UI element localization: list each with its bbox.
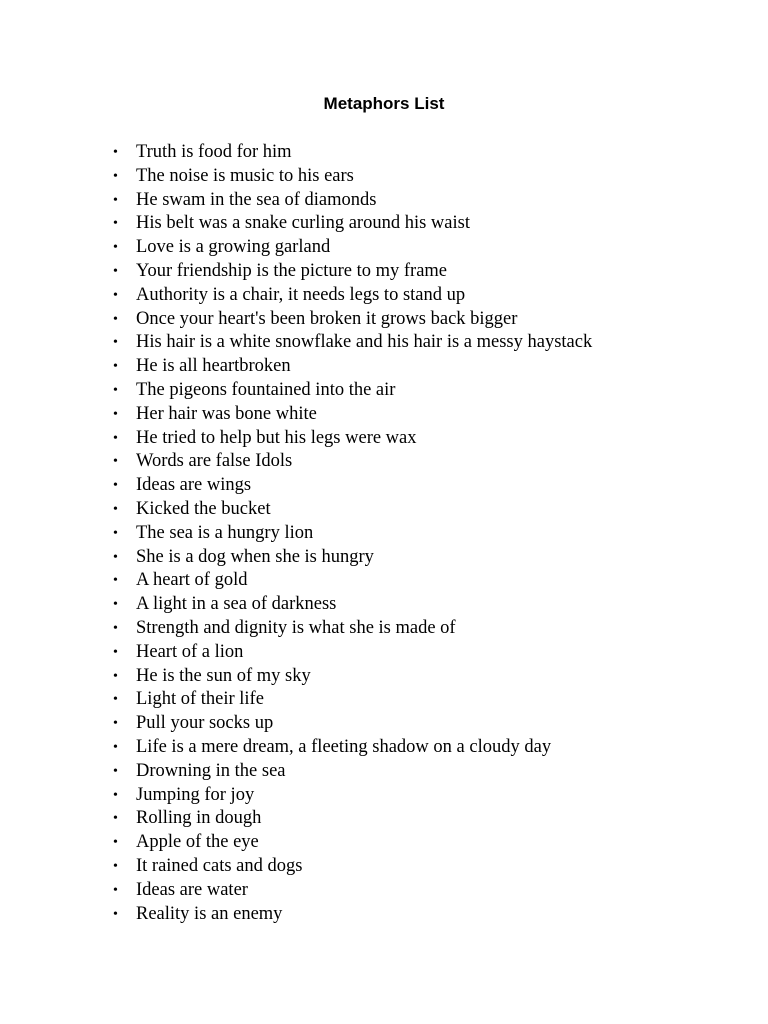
list-item (0, 569, 592, 593)
list-item (0, 641, 592, 665)
list-item (0, 712, 592, 736)
list-item (0, 903, 592, 927)
bullet-icon: • (113, 811, 118, 827)
bullet-icon: • (113, 620, 118, 636)
list-item (0, 474, 592, 498)
list-item-text: Life is a mere dream, a fleeting shadow on a cloudy day (136, 736, 552, 757)
list-item (0, 807, 592, 831)
bullet-icon: • (113, 430, 118, 446)
list-item (0, 141, 592, 165)
list-item-text: Words are false Idols (136, 451, 293, 472)
list-item (0, 260, 592, 284)
list-item (0, 355, 592, 379)
bullet-icon: • (113, 168, 118, 184)
list-item-text: Your friendship is the picture to my frame (136, 260, 448, 281)
list-item-text: The pigeons fountained into the air (136, 379, 396, 400)
list-item-text: Pull your socks up (136, 713, 274, 734)
list-item (0, 284, 592, 308)
list-item (0, 879, 592, 903)
bullet-icon: • (113, 882, 118, 898)
bullet-icon: • (113, 858, 118, 874)
page-title: Metaphors List (323, 94, 445, 113)
bullet-icon: • (113, 835, 118, 851)
list-item (0, 855, 592, 879)
list-item-text: Heart of a lion (136, 641, 244, 662)
bullet-icon: • (113, 287, 118, 303)
bullet-icon: • (113, 192, 118, 208)
bullet-icon: • (113, 382, 118, 398)
bullet-icon: • (113, 597, 118, 613)
list-item-text: A heart of gold (136, 570, 248, 591)
list-item-text: His hair is a white snowflake and his hair is a messy haystack (136, 332, 593, 353)
list-item-text: Once your heart's been broken it grows back bigger (136, 308, 518, 329)
bullet-icon: • (113, 668, 118, 684)
list-item-text: Ideas are water (136, 879, 248, 900)
list-item (0, 831, 592, 855)
list-item (0, 165, 592, 189)
bullet-icon: • (113, 763, 118, 779)
bullet-icon: • (113, 573, 118, 589)
list-item-text: The sea is a hungry lion (136, 522, 314, 543)
bullet-icon: • (113, 692, 118, 708)
list-item-text: Ideas are wings (136, 475, 252, 496)
metaphor-list (0, 141, 592, 926)
list-item-text: A light in a sea of darkness (136, 594, 337, 615)
bullet-icon: • (113, 478, 118, 494)
bullet-icon: • (113, 263, 118, 279)
list-item-text: It rained cats and dogs (136, 855, 303, 876)
list-item-text: Kicked the bucket (136, 498, 271, 519)
bullet-icon: • (113, 739, 118, 755)
bullet-icon: • (113, 406, 118, 422)
bullet-icon: • (113, 549, 118, 565)
list-item (0, 617, 592, 641)
list-item (0, 665, 592, 689)
bullet-icon: • (113, 240, 118, 256)
list-item (0, 331, 592, 355)
list-item-text: Truth is food for him (136, 142, 292, 162)
bullet-icon: • (113, 311, 118, 327)
list-item (0, 522, 592, 546)
bullet-icon: • (113, 335, 118, 351)
bullet-icon: • (113, 716, 118, 732)
list-item (0, 498, 592, 522)
list-item-text: Drowning in the sea (136, 760, 286, 781)
list-item (0, 308, 592, 332)
list-item-text: He swam in the sea of diamonds (136, 189, 377, 210)
list-item (0, 546, 592, 570)
list-item (0, 593, 592, 617)
list-item (0, 236, 592, 260)
list-item-text: His belt was a snake curling around his waist (136, 213, 470, 234)
list-item-text: Jumping for joy (136, 784, 255, 805)
list-item-text: Her hair was bone white (136, 403, 317, 424)
list-item (0, 379, 592, 403)
list-item-text: Light of their life (136, 689, 264, 710)
list-item-text: Love is a growing garland (136, 237, 331, 258)
list-item (0, 403, 592, 427)
list-item-text: Apple of the eye (136, 832, 259, 853)
list-item (0, 784, 592, 808)
list-item (0, 427, 592, 451)
list-item (0, 688, 592, 712)
list-item-text: Authority is a chair, it needs legs to stand up (136, 284, 466, 305)
list-item (0, 212, 592, 236)
list-item-text: Rolling in dough (136, 808, 262, 829)
bullet-icon: • (113, 501, 118, 517)
bullet-icon: • (113, 359, 118, 375)
list-item-text: She is a dog when she is hungry (136, 546, 374, 567)
bullet-icon: • (113, 525, 118, 541)
list-item (0, 736, 592, 760)
bullet-icon: • (113, 787, 118, 803)
list-item (0, 760, 592, 784)
bullet-icon: • (113, 644, 118, 660)
bullet-icon: • (113, 145, 118, 160)
list-item-text: He tried to help but his legs were wax (136, 427, 417, 448)
bullet-icon: • (113, 454, 118, 470)
list-item-text: He is all heartbroken (136, 356, 291, 377)
list-item-text: Reality is an enemy (136, 903, 283, 924)
list-item (0, 189, 592, 213)
bullet-icon: • (113, 906, 118, 922)
bullet-icon: • (113, 216, 118, 232)
list-item (0, 450, 592, 474)
list-item-text: He is the sun of my sky (136, 665, 311, 686)
list-item-text: The noise is music to his ears (136, 165, 354, 186)
list-item-text: Strength and dignity is what she is made of (136, 617, 456, 638)
